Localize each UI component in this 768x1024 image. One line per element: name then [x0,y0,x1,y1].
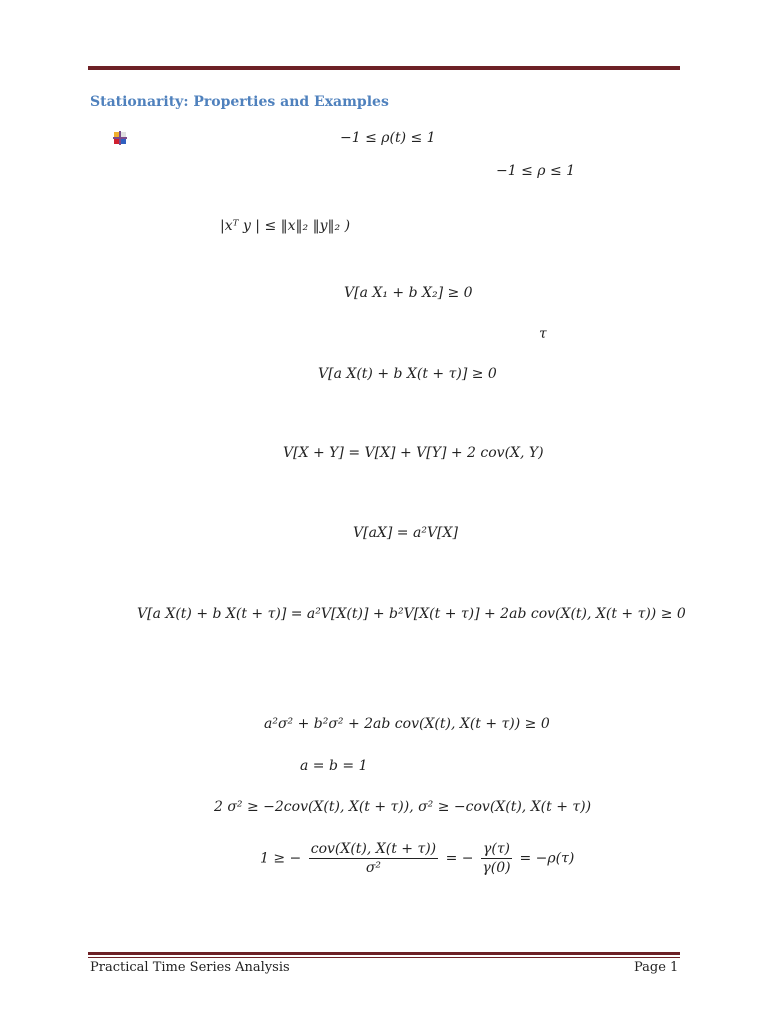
fraction-cov-over-sigma [309,841,438,876]
equation-rho-bound: −1 ≤ ρ ≤ 1 [496,163,576,179]
equation-variance-sum: V[X + Y] = V[X] + V[Y] + 2 cov(X, Y) [283,445,544,461]
fraction-numerator: cov(X(t), X(t + τ)) [310,841,437,857]
equation-variance-lagged: V[a X(t) + b X(t + τ)] ≥ 0 [318,366,497,382]
equation-variance-nonnegative: V[a X₁ + b X₂] ≥ 0 [344,285,473,301]
page-number: Page 1 [634,960,679,975]
footer-rule-thin [88,957,680,958]
fraction-numerator: γ(τ) [482,841,511,857]
fraction-denominator: γ(0) [482,860,511,876]
tau-symbol: τ [539,326,547,342]
equation-variance-expansion: V[a X(t) + b X(t + τ)] = a²V[X(t)] + b²V[X(t + τ)] + 2ab cov(X(t), X(t + τ)) ≥ 0 [137,606,686,622]
header-rule [88,66,680,70]
equation-sigma-form: a²σ² + b²σ² + 2ab cov(X(t), X(t + τ)) ≥ 0 [264,716,550,732]
fraction-gamma-ratio [481,841,512,876]
equation-a-equals-b: a = b = 1 [300,758,368,774]
footer-rule [88,952,680,955]
equation-sigma-inequality: 2 σ² ≥ −2cov(X(t), X(t + τ)), σ² ≥ −cov(X(t), X(t + τ)) [214,799,592,815]
footer-title: Practical Time Series Analysis [90,960,290,975]
eq12-mid: = − [445,850,474,867]
eq12-lhs: 1 ≥ − [260,850,302,867]
fraction-denominator: σ² [365,860,382,876]
bullet-icon [113,131,127,145]
equation-rho-t-bound: −1 ≤ ρ(t) ≤ 1 [340,130,436,146]
section-heading: Stationarity: Properties and Examples [90,94,389,110]
equation-rho-derivation [260,841,574,876]
equation-cauchy-schwarz: |xᵀ y | ≤ ‖x‖₂ ‖y‖₂ ) [220,218,351,234]
equation-variance-scaling: V[aX] = a²V[X] [353,525,458,541]
eq12-rhs: = −ρ(τ) [519,850,575,867]
